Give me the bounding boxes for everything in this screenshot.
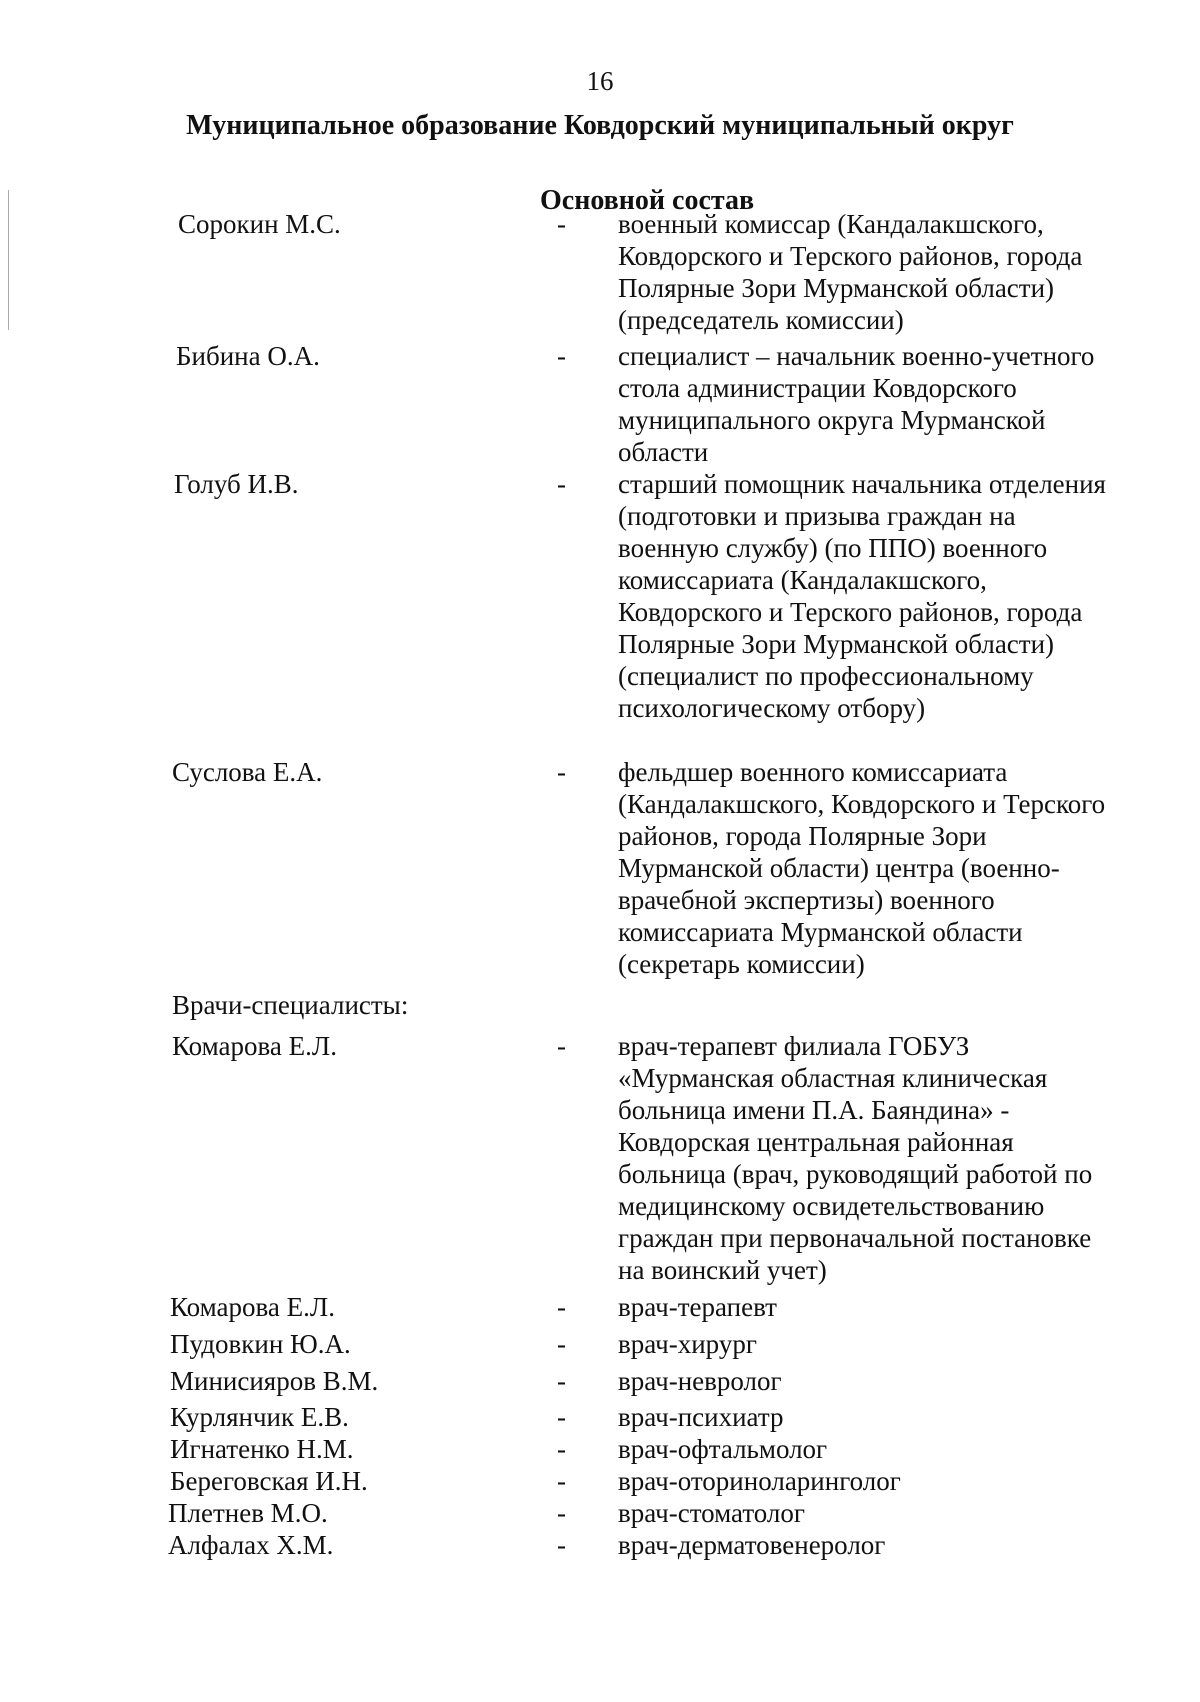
doctor-role: врач-терапевт филиала ГОБУЗ «Мурманская областная клиническая больница имени П.А. Баяндина» - Ковдорская центральная районная больница (врач, руководящий работой по медицинскому освидетельствованию граждан при первоначальной постановке на воинский учет)	[618, 1031, 1093, 1285]
doctor-role: врач-хирург	[618, 1329, 757, 1359]
dash-separator: -	[557, 1292, 566, 1322]
doctor-role: врач-оториноларинголог	[618, 1466, 901, 1496]
dash-separator: -	[557, 1366, 566, 1396]
dash-separator: -	[557, 1530, 566, 1560]
dash-separator: -	[557, 469, 566, 499]
member-role: военный комиссар (Кандалакшского, Ковдорского и Терского районов, города Полярные Зори Мурманской области) (председатель комиссии)	[618, 209, 1083, 335]
dash-separator: -	[557, 1434, 566, 1464]
member-role: старший помощник начальника отделения (подготовки и призыва граждан на военную службу) (по ППО) военного комиссариата (Кандалакшского, Ковдорского и Терского районов, города Полярные Зори Мурманской области) (специалист по профессиональному психологическому отбору)	[618, 469, 1106, 723]
dash-separator: -	[557, 209, 566, 239]
doctor-name: Комарова Е.Л.	[170, 1292, 335, 1322]
doctor-role: врач-невролог	[618, 1366, 782, 1396]
dash-separator: -	[557, 1466, 566, 1496]
doctor-role: врач-офтальмолог	[618, 1434, 828, 1464]
doctor-role: врач-терапевт	[618, 1292, 777, 1322]
doctor-name: Курлянчик Е.В.	[170, 1402, 349, 1432]
doctor-role: врач-психиатр	[618, 1402, 784, 1432]
dash-separator: -	[557, 1031, 566, 1061]
doctor-name: Пудовкин Ю.А.	[170, 1329, 351, 1359]
dash-separator: -	[557, 757, 566, 787]
member-role: фельдшер военного комиссариата (Кандалакшского, Ковдорского и Терского районов, города Полярные Зори Мурманской области) центра (военно- врачебной экспертизы) военного комиссариата Мурманской области (секретарь комиссии)	[618, 757, 1106, 979]
doctors-heading: Врачи-специалисты:	[172, 990, 409, 1020]
doctor-role: врач-дерматовенеролог	[618, 1530, 886, 1560]
main-section-heading: Основной состав	[540, 185, 755, 216]
doctor-name: Береговская И.Н.	[170, 1466, 368, 1496]
doctor-name: Плетнев М.О.	[168, 1498, 328, 1528]
document-title: Муниципальное образование Ковдорский муниципальный округ	[186, 110, 1014, 141]
dash-separator: -	[557, 1498, 566, 1528]
doctor-name: Минисияров В.М.	[170, 1366, 379, 1396]
doctor-name: Алфалах Х.М.	[168, 1530, 334, 1560]
doctor-name: Комарова Е.Л.	[172, 1031, 337, 1061]
member-role: специалист – начальник военно-учетного стола администрации Ковдорского муниципального округа Мурманской области	[618, 341, 1095, 467]
dash-separator: -	[557, 341, 566, 371]
page-number: 16	[586, 66, 614, 96]
dash-separator: -	[557, 1402, 566, 1432]
dash-separator: -	[557, 1329, 566, 1359]
member-name: Сорокин М.С.	[178, 209, 341, 239]
scan-edge-mark	[8, 190, 9, 330]
member-name: Голуб И.В.	[174, 469, 299, 499]
doctor-name: Игнатенко Н.М.	[170, 1434, 354, 1464]
member-name: Бибина О.А.	[176, 341, 320, 371]
member-name: Суслова Е.А.	[172, 757, 323, 787]
doctor-role: врач-стоматолог	[618, 1498, 805, 1528]
